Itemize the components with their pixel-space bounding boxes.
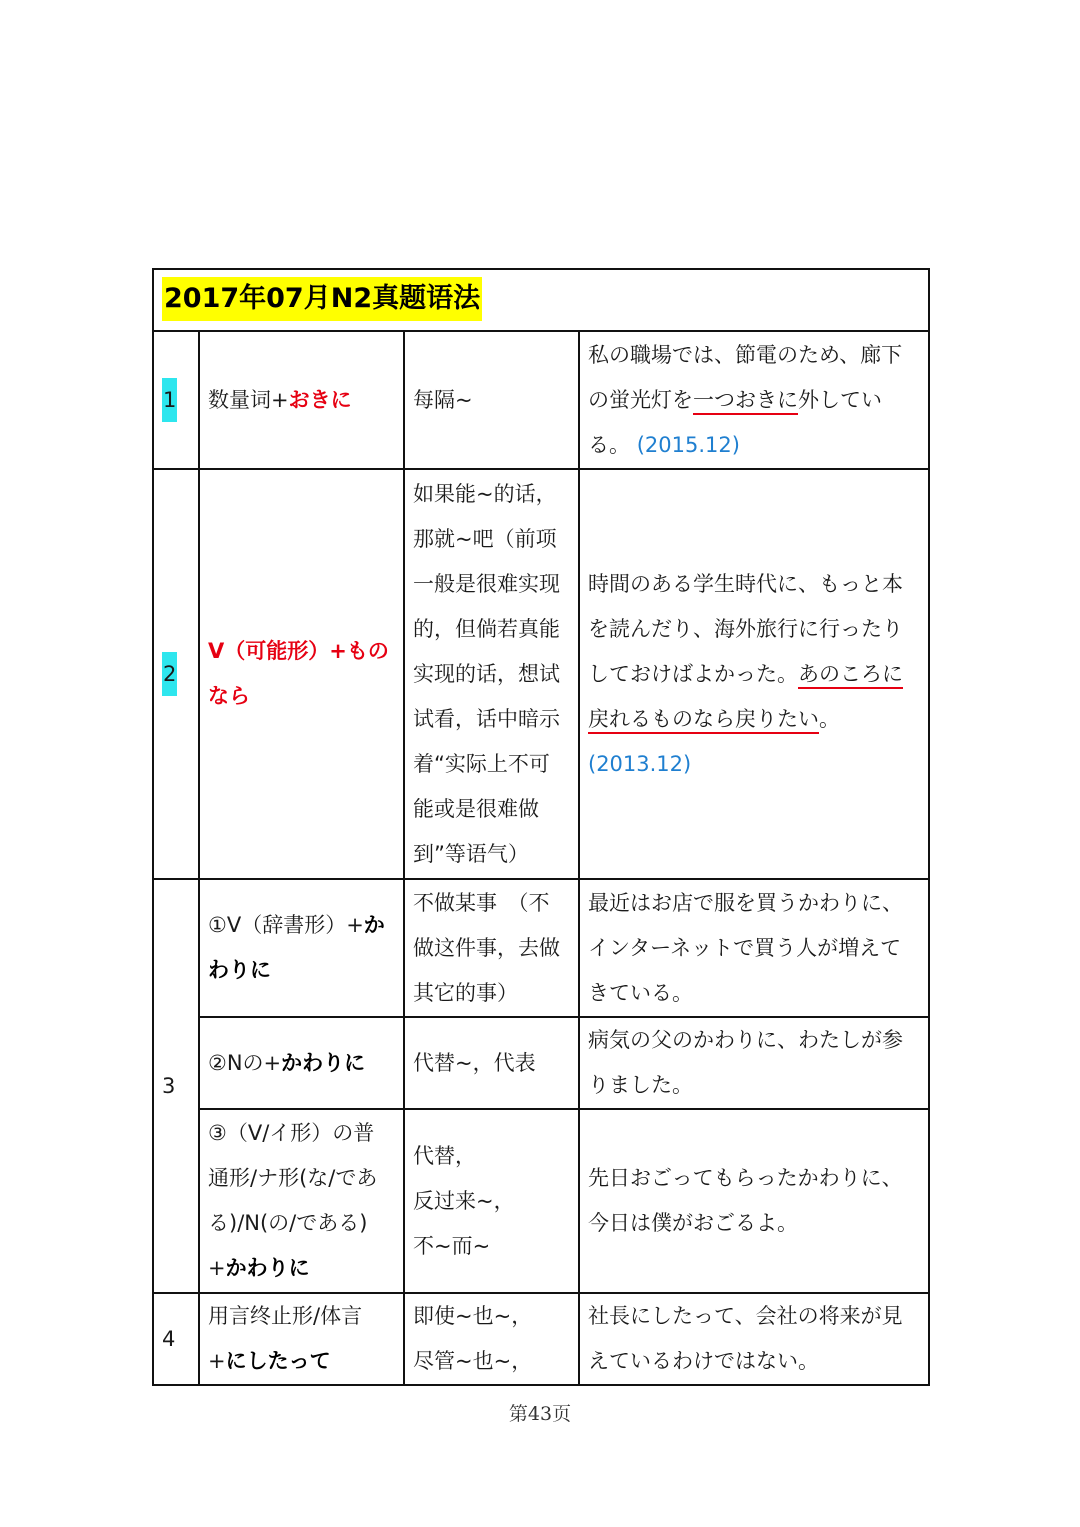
table-row <box>153 1017 929 1109</box>
exam-date: (2013.12) <box>588 751 692 776</box>
pattern-prefix: 数量词+ <box>208 387 289 412</box>
meaning-cell <box>404 1017 579 1109</box>
pattern-cell <box>199 1109 404 1293</box>
example-cell <box>579 879 929 1017</box>
pattern-cell <box>199 469 404 879</box>
meaning-line: 代替， <box>413 1143 476 1168</box>
row-number: 1 <box>162 378 177 422</box>
example-text: 社長にしたって、会社の将来が見えているわけではない。 <box>588 1304 903 1373</box>
meaning-cell <box>404 331 579 469</box>
example-text-end: 。 <box>819 706 840 731</box>
meaning-line: 不~而~ <box>413 1233 491 1258</box>
row-number: 4 <box>162 1326 176 1351</box>
pattern-key: にしたって <box>225 1349 331 1373</box>
table-row <box>153 331 929 469</box>
row-number-cell <box>153 879 199 1293</box>
grammar-table <box>152 268 930 1386</box>
table-row <box>153 1293 929 1385</box>
example-text: 私の職場では、節電のため、廊下の蛍光灯を <box>588 342 903 412</box>
table-row <box>153 1109 929 1293</box>
page-number: 第43页 <box>508 1403 572 1425</box>
pattern-key: おきに <box>288 387 352 412</box>
meaning: 不做某事 （不做这件事，去做其它的事） <box>413 890 560 1005</box>
meaning-line: 即使~也~， <box>413 1304 533 1328</box>
row-number-cell <box>153 331 199 469</box>
meaning: 如果能~的话，那就~吧（前项一般是很难实现的，但倘若真能实现的话，想试试看，话中暗示着“实际上不可能或是很难做到”等语气） <box>413 481 560 866</box>
pattern-cell <box>199 879 404 1017</box>
row-number: 3 <box>162 1073 176 1098</box>
meaning-cell <box>404 1293 579 1385</box>
pattern-key: かわりに <box>281 1050 366 1075</box>
example-cell <box>579 1293 929 1385</box>
meaning-line: 尽管~也~， <box>413 1349 533 1373</box>
example-cell <box>579 331 929 469</box>
pattern-prefix: ①V（辞書形）+ <box>208 913 364 937</box>
example-cell <box>579 1017 929 1109</box>
example-text: 先日おごってもらったかわりに、今日は僕がおごるよ。 <box>588 1166 903 1235</box>
table-row <box>153 879 929 1017</box>
example-cell <box>579 469 929 879</box>
meaning-cell <box>404 879 579 1017</box>
row-number: 2 <box>162 652 177 696</box>
example-cell <box>579 1109 929 1293</box>
pattern-key: かわりに <box>225 1256 310 1280</box>
meaning-cell <box>404 469 579 879</box>
pattern-prefix: ③（V/イ形）の普通形/ナ形(な/である)/N(の/である)+ <box>208 1121 378 1280</box>
pattern-prefix: ②Nの+ <box>208 1050 282 1075</box>
row-number-cell <box>153 1293 199 1385</box>
page-title: 2017年07月N2真题语法 <box>162 277 482 321</box>
table-title-cell <box>153 269 929 331</box>
example-text: 最近はお店で服を買うかわりに、インターネットで買う人が増えてきている。 <box>588 890 903 1005</box>
example-underlined: あのころに戻れるものなら戻りたい <box>588 661 903 731</box>
row-number-cell <box>153 469 199 879</box>
meaning-cell <box>404 1109 579 1293</box>
example-text: 病気の父のかわりに、わたしが参りました。 <box>588 1028 903 1097</box>
pattern-prefix: 用言终止形/体言+ <box>208 1304 363 1373</box>
example-text-end: 外している。 <box>588 387 882 457</box>
exam-date: (2015.12) <box>636 432 740 457</box>
pattern-cell <box>199 331 404 469</box>
meaning: 每隔~ <box>413 387 473 412</box>
meaning-line: 反过来~， <box>413 1188 515 1213</box>
example-underlined: 一つおきに <box>693 387 798 412</box>
table-row <box>153 469 929 879</box>
example-text: 時間のある学生時代に、もっと本を読んだり、海外旅行に行ったりしておけばよかった。 <box>588 571 903 686</box>
pattern-cell <box>199 1017 404 1109</box>
pattern-cell <box>199 1293 404 1385</box>
pattern-key: かわりに <box>208 913 385 982</box>
meaning: 代替~，代表 <box>413 1050 536 1075</box>
pattern-key: V（可能形）+ものなら <box>208 639 389 708</box>
